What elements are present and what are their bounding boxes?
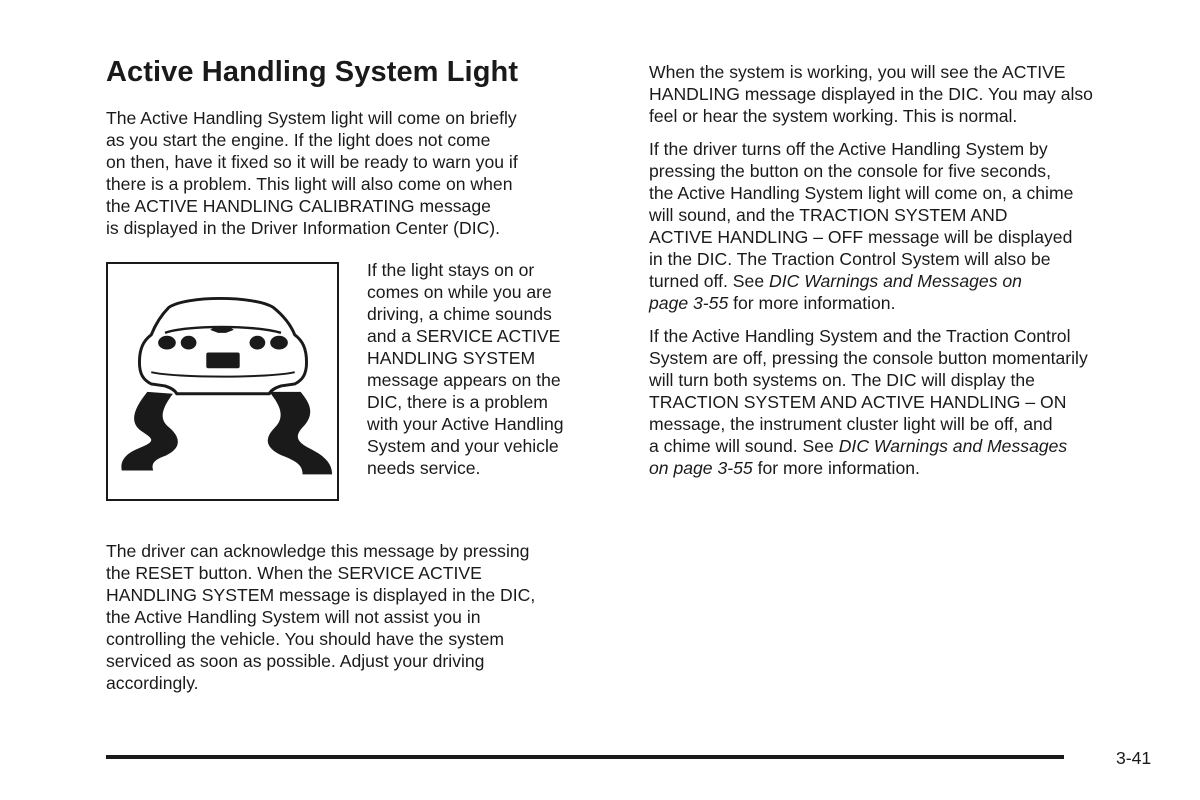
page-title: Active Handling System Light [106, 56, 519, 88]
light-stays-on-paragraph: If the light stays on or comes on while you are driving, a chime sounds and a SERVICE ACTIVE HANDLING SYSTEM message appears on the DIC, there is a problem with your Active Handling System and your vehicle needs service. [367, 260, 564, 478]
system-working-paragraph: When the system is working, you will see the ACTIVE HANDLING message displayed in the DIC. You may also feel or hear the system working. This is normal. [649, 62, 1093, 126]
both-off-text-end: for more information. [752, 458, 920, 478]
page-number: 3-41 [1116, 748, 1152, 768]
dic-warnings-reference-link-2[interactable]: DIC Warnings and Messages on page 3-55 [649, 436, 1068, 478]
turn-off-paragraph [649, 138, 1073, 314]
acknowledge-paragraph: The driver can acknowledge this message by pressing the RESET button. When the SERVICE ACTIVE HANDLING SYSTEM message is displayed in the DIC, the Active Handling System will not assist you in controlling the vehicle. You should have the system serviced as soon as possible. Adjust your driving accordingly. [106, 541, 536, 693]
both-systems-off-paragraph [649, 325, 1088, 479]
intro-paragraph: The Active Handling System light will come on briefly as you start the engine. If the light does not come on then, have it fixed so it will be ready to warn you if there is a problem. This light will also come on when the ACTIVE HANDLING CALIBRATING message is displayed in the Driver Information Center (DIC). [106, 108, 518, 238]
footer-rule [106, 755, 1064, 759]
both-off-text: If the Active Handling System and the Traction Control System are off, pressing the console button momentarily will turn both systems on. The DIC will display the TRACTION SYSTEM AND ACTIVE HANDLING – ON message, the instrument cluster light will be off, and a chime will sound. See [649, 326, 1088, 456]
turn-off-text-end: for more information. [728, 293, 896, 313]
active-handling-skidding-car-icon [106, 262, 339, 501]
turn-off-text: If the driver turns off the Active Handling System by pressing the button on the console for five seconds, the Active Handling System light will come on, a chime will sound, and the TRACTION SYSTEM AND ACTIVE HANDLING – OFF message will be displayed in the DIC. The Traction Control System will also be turned off. See [649, 139, 1074, 291]
dic-warnings-reference-link[interactable]: DIC Warnings and Messages on page 3-55 [649, 271, 1022, 313]
